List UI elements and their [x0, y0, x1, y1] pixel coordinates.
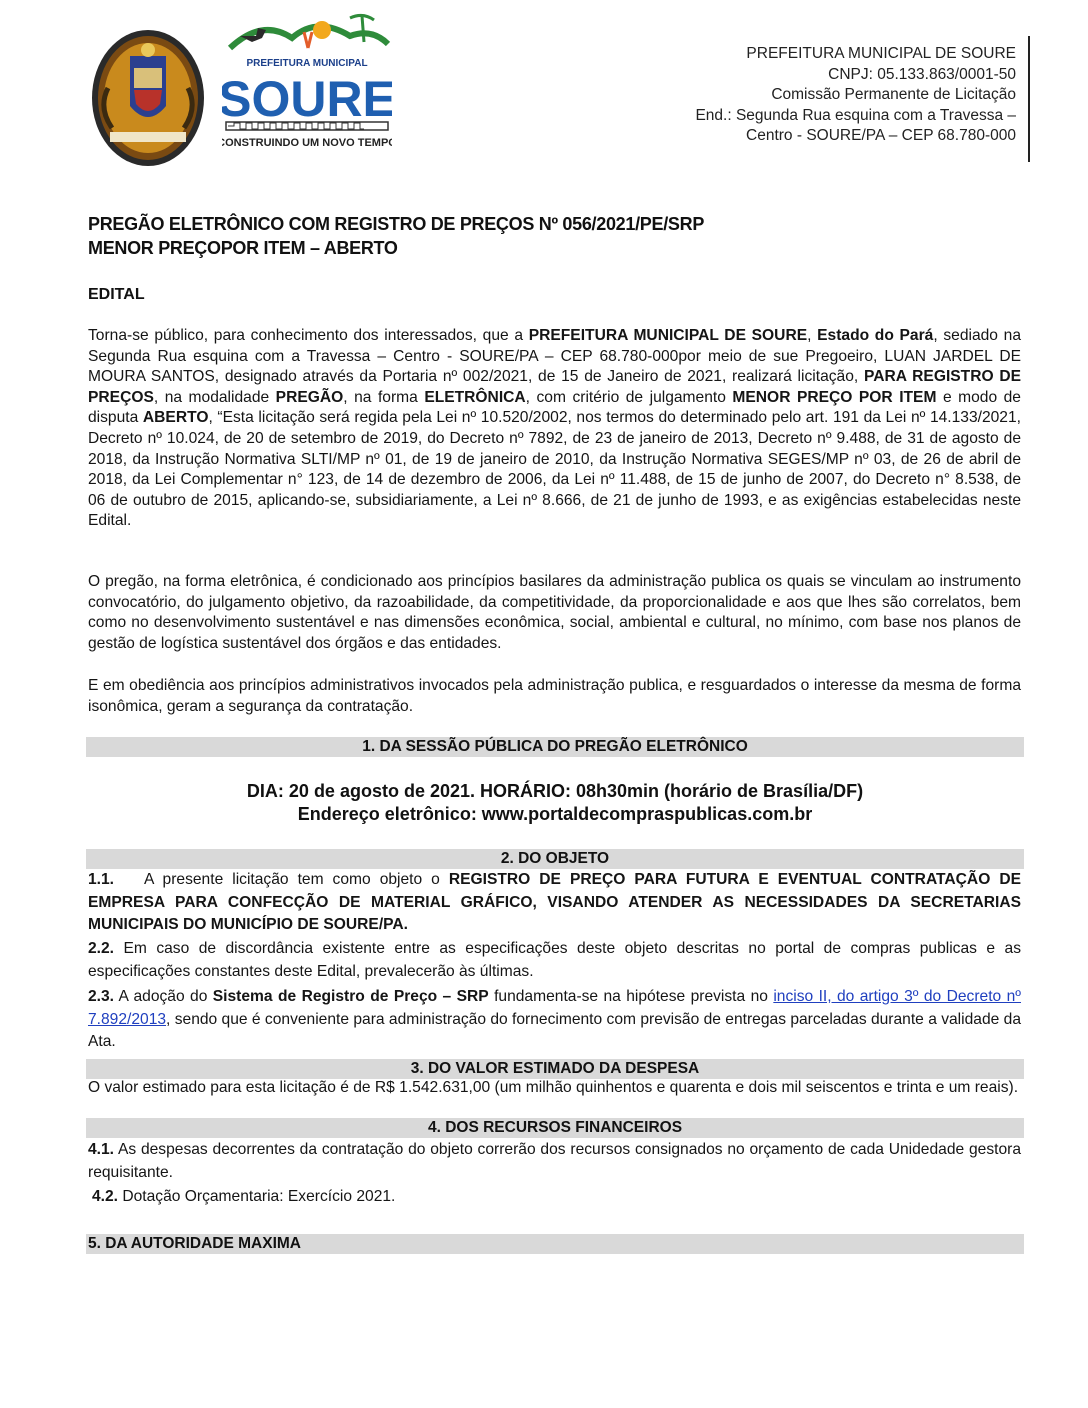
title-line-2: MENOR PREÇOPOR ITEM – ABERTO	[88, 238, 398, 258]
item-number: 1.1.	[88, 871, 115, 888]
logo-name-text: SOURE	[222, 71, 392, 127]
header-info-line: PREFEITURA MUNICIPAL DE SOURE	[746, 45, 1016, 62]
item-1-1	[88, 869, 1021, 937]
item-4-2	[92, 1186, 1025, 1209]
bold-span: PREGÃO	[275, 388, 344, 406]
logo-municipal-text: PREFEITURA MUNICIPAL	[246, 58, 368, 69]
item-4-1	[88, 1139, 1021, 1184]
coat-of-arms-icon	[90, 28, 206, 168]
section-2-heading: 2. DO OBJETO	[86, 849, 1024, 869]
text-span: A presente licitação tem como objeto o	[144, 871, 449, 888]
session-address-line: Endereço eletrônico: www.portaldecompraspublicas.com.br	[297, 804, 813, 824]
section-1-heading: 1. DA SESSÃO PÚBLICA DO PREGÃO ELETRÔNICO	[86, 737, 1024, 757]
text-span: Dotação Orçamentaria: Exercício 2021.	[118, 1188, 396, 1205]
text-span: , com critério de julgamento	[525, 388, 733, 406]
estimated-value-text: O valor estimado para esta licitação é de R$ 1.542.631,00 (um milhão quinhentos e quarenta e dois mil seiscentos e trinta e um reais).	[88, 1079, 1019, 1096]
item-number: 4.2.	[92, 1188, 119, 1205]
bold-span: PREFEITURA MUNICIPAL DE SOURE	[528, 327, 808, 344]
intro-paragraph	[88, 326, 1021, 532]
text-span: A adoção do	[114, 988, 213, 1005]
edital-label: EDITAL	[88, 286, 145, 303]
text-span: Torna-se público, para conhecimento dos interessados, que a	[88, 327, 529, 344]
header-info-line: End.: Segunda Rua esquina com a Travessa –	[695, 106, 1016, 124]
principles-paragraph: O pregão, na forma eletrônica, é condicionado aos princípios basilares da administração publica os quais se vinculam ao instrumento convocatório, do julgamento objetivo, da razoabilidade, da competitividade, da proporcionalidade e aos que lhes são correlatos, bem como no desenvolvimento sustentável e nas dimensões econômica, social, ambiental e cultural, no mínimo, com base nos planos de gestão de logística sustentável dos órgãos e das entidades.	[88, 573, 1021, 652]
session-date-line: DIA: 20 de agosto de 2021. HORÁRIO: 08h30min (horário de Brasília/DF)	[246, 781, 864, 801]
text-span: , “Esta licitação será regida pela Lei nº 10.520/2002, nos termos do determinado pelo art. 191 da Lei nº 14.133/2021, Decreto nº 10.024, de 20 de setembro de 2019, do Decreto nº 7892, de 23 de janeiro de 2013, Decreto nº 9.488, de 31 de agosto de 2018, da Instrução Normativa SLTI/MP nº 01, de 19 de janeiro de 2010, da Instrução Normativa SEGES/MP nº 03, de 26 de abril de 2018, da Lei Complementar n° 123, de 14 de dezembro de 2006, da Lei nº 11.488, de 15 de junho de 2007, do Decreto n° 8.538, de 06 de outubro de 2015, aplicando-se, subsidiariamente, a Lei nº 8.666, de 21 de junho de 1993, e as exigências estabelecidas neste Edital.	[88, 409, 1021, 530]
obedience-paragraph: E em obediência aos princípios administrativos invocados pela administração publica, e resguardados o interesse da mesma de forma isonômica, geram a segurança da contratação.	[88, 677, 1021, 715]
bold-span: MENOR PREÇO POR ITEM	[732, 388, 937, 406]
title-line-1: PREGÃO ELETRÔNICO COM REGISTRO DE PREÇOS Nº 056/2021/PE/SRP	[88, 214, 705, 234]
header-info-line: Comissão Permanente de Licitação	[771, 86, 1016, 103]
logo-artwork-icon	[222, 8, 392, 150]
item-number: 2.2.	[88, 940, 115, 957]
header-info	[695, 44, 1016, 147]
item-number: 4.1.	[88, 1141, 115, 1158]
prefeitura-logo	[222, 8, 392, 150]
section-4-heading: 4. DOS RECURSOS FINANCEIROS	[86, 1118, 1024, 1138]
section-3-heading: 3. DO VALOR ESTIMADO DA DESPESA	[86, 1059, 1024, 1079]
header-info-line: Centro - SOURE/PA – CEP 68.780-000	[746, 127, 1016, 144]
text-span: , sediado na Segunda Rua esquina com a Travessa – Centro - SOURE/PA – CEP 68.780-000por meio de sue Pregoeiro, LUAN JARDEL DE MOURA SANTOS, designado através da Portaria nº 002/2021, de 15 de Janeiro de 2021, realizará licitação,	[88, 327, 1021, 386]
decree-link[interactable]: inciso II, do artigo 3º do Decreto nº 7.892/2013	[88, 988, 1021, 1028]
bold-span: ABERTO	[142, 409, 209, 427]
header-info-line: CNPJ: 05.133.863/0001-50	[828, 65, 1016, 83]
text-span: , na forma	[343, 388, 425, 406]
text-span: e modo de disputa	[88, 388, 1021, 427]
bold-span: PARA REGISTRO DE PREÇOS	[88, 368, 1021, 406]
item-2-3	[88, 986, 1021, 1054]
text-span: fundamenta-se na hipótese prevista no	[488, 988, 774, 1005]
text-span: As despesas decorrentes da contratação do objeto correrão dos recursos consignados no orçamento de cada Unidedade gestora requisitante.	[88, 1141, 1021, 1181]
bold-span: Sistema de Registro de Preço – SRP	[212, 988, 489, 1005]
text-span: Em caso de discordância existente entre as especificações deste objeto descritas no portal de compras publicas e as especificações constantes deste Edital, prevalecerão às últimas.	[88, 940, 1021, 980]
bold-span: REGISTRO DE PREÇO PARA FUTURA E EVENTUAL CONTRATAÇÃO DE EMPRESA PARA CONFECÇÃO DE MATERIAL GRÁFICO, VISANDO ATENDER AS NECESSIDADES DA SECRETARIAS MUNICIPAIS DO MUNICÍPIO DE SOURE/PA.	[88, 871, 1021, 933]
bold-span: ELETRÔNICA	[424, 388, 526, 406]
section-5-heading: 5. DA AUTORIDADE MAXIMA	[86, 1234, 1024, 1254]
text-span: , sendo que é conveniente para administração do fornecimento com previsão de entregas parceladas durante a validade da Ata.	[88, 1010, 1021, 1050]
document-title	[88, 212, 704, 260]
item-number: 2.3.	[88, 988, 115, 1005]
text-span: , na modalidade	[153, 388, 276, 406]
logo-slogan-text: CONSTRUINDO UM NOVO TEMPO	[222, 137, 392, 149]
item-2-2	[88, 938, 1021, 983]
bold-span: Estado do Pará	[817, 327, 934, 344]
header-divider	[1028, 36, 1030, 162]
text-span: ,	[807, 327, 818, 344]
session-info	[86, 780, 1024, 826]
